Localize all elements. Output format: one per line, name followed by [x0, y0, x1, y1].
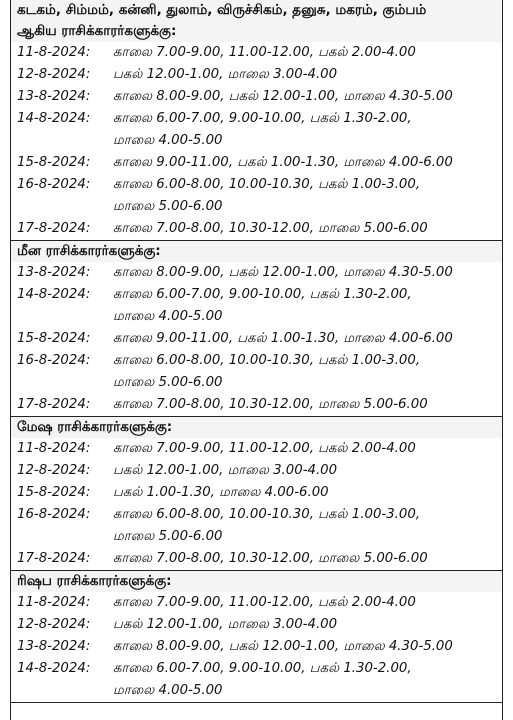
section-heading: கடகம், சிம்மம், கன்னி, துலாம், விருச்சிகம், தனுசு, மகரம், கும்பம்	[11, 0, 502, 21]
date-label: 12-8-2024:	[17, 617, 91, 632]
schedule-row	[11, 86, 502, 108]
time-slots: மாலை 4.00-5.00	[113, 683, 223, 698]
schedule-row	[11, 196, 502, 218]
date-label: 11-8-2024:	[17, 595, 91, 610]
time-slots: மாலை 4.00-5.00	[113, 309, 223, 324]
date-label	[11, 130, 113, 152]
schedule-row	[11, 218, 502, 240]
schedule-row	[11, 504, 502, 526]
time-slots: காலை 6.00-7.00, 9.00-10.00, பகல் 1.30-2.00,	[113, 287, 412, 302]
time-slots: காலை 9.00-11.00, பகல் 1.00-1.30, மாலை 4.00-6.00	[113, 155, 453, 170]
date-label: 16-8-2024:	[17, 177, 91, 192]
time-slots: காலை 8.00-9.00, பகல் 12.00-1.00, மாலை 4.30-5.00	[113, 265, 453, 280]
date-label: 14-8-2024:	[17, 661, 91, 676]
schedule-row	[11, 636, 502, 658]
time-slots: காலை 6.00-7.00, 9.00-10.00, பகல் 1.30-2.00,	[113, 111, 412, 126]
schedule-row	[11, 526, 502, 548]
schedule-row	[11, 350, 502, 372]
schedule-row	[11, 460, 502, 482]
time-slots: காலை 9.00-11.00, பகல் 1.00-1.30, மாலை 4.00-6.00	[113, 331, 453, 346]
time-slots: காலை 6.00-8.00, 10.00-10.30, பகல் 1.00-3.00,	[113, 353, 421, 368]
date-label: 14-8-2024:	[17, 111, 91, 126]
date-label: 15-8-2024:	[17, 155, 91, 170]
schedule-section	[11, 0, 502, 241]
time-slots: காலை 8.00-9.00, பகல் 12.00-1.00, மாலை 4.30-5.00	[113, 89, 453, 104]
date-label: 14-8-2024:	[17, 287, 91, 302]
date-label: 13-8-2024:	[17, 89, 91, 104]
date-label: 12-8-2024:	[17, 463, 91, 478]
date-label	[11, 306, 113, 328]
time-slots: காலை 7.00-9.00, 11.00-12.00, பகல் 2.00-4.00	[113, 441, 416, 456]
schedule-row	[11, 438, 502, 460]
date-label: 16-8-2024:	[17, 507, 91, 522]
date-label: 15-8-2024:	[17, 331, 91, 346]
time-slots: காலை 7.00-9.00, 11.00-12.00, பகல் 2.00-4.00	[113, 45, 416, 60]
time-slots: பகல் 12.00-1.00, மாலை 3.00-4.00	[113, 67, 338, 82]
time-slots: காலை 7.00-8.00, 10.30-12.00, மாலை 5.00-6.00	[113, 221, 428, 236]
date-label: 16-8-2024:	[17, 353, 91, 368]
schedule-row	[11, 592, 502, 614]
schedule-row	[11, 284, 502, 306]
date-label	[11, 196, 113, 218]
schedule-row	[11, 680, 502, 702]
time-slots: மாலை 5.00-6.00	[113, 529, 223, 544]
time-slots: மாலை 4.00-5.00	[113, 133, 223, 148]
time-slots: மாலை 5.00-6.00	[113, 199, 223, 214]
date-label: 17-8-2024:	[17, 397, 91, 412]
time-slots: மாலை 5.00-6.00	[113, 375, 223, 390]
time-slots: காலை 6.00-7.00, 9.00-10.00, பகல் 1.30-2.00,	[113, 661, 412, 676]
date-label	[11, 526, 113, 548]
time-slots: காலை 7.00-8.00, 10.30-12.00, மாலை 5.00-6.00	[113, 397, 428, 412]
time-slots: காலை 6.00-8.00, 10.00-10.30, பகல் 1.00-3.00,	[113, 507, 421, 522]
schedule-row	[11, 42, 502, 64]
date-label: 12-8-2024:	[17, 67, 91, 82]
date-label	[11, 680, 113, 702]
date-label	[11, 372, 113, 394]
schedule-row	[11, 174, 502, 196]
date-label: 17-8-2024:	[17, 551, 91, 566]
schedule-section	[11, 417, 502, 571]
time-slots: காலை 8.00-9.00, பகல் 12.00-1.00, மாலை 4.30-5.00	[113, 639, 453, 654]
time-slots: பகல் 1.00-1.30, மாலை 4.00-6.00	[113, 485, 329, 500]
date-label: 15-8-2024:	[17, 485, 91, 500]
schedule-row	[11, 614, 502, 636]
schedule-row	[11, 328, 502, 350]
section-heading: மேஷ ராசிக்காரர்களுக்கு:	[11, 417, 502, 438]
schedule-row	[11, 548, 502, 570]
schedule-row	[11, 108, 502, 130]
table-frame	[10, 0, 503, 720]
date-label: 13-8-2024:	[17, 639, 91, 654]
schedule-section	[11, 241, 502, 417]
date-label: 17-8-2024:	[17, 221, 91, 236]
time-slots: பகல் 12.00-1.00, மாலை 3.00-4.00	[113, 463, 338, 478]
date-label: 13-8-2024:	[17, 265, 91, 280]
schedule-row	[11, 306, 502, 328]
section-heading: மீன ராசிக்காரர்களுக்கு:	[11, 241, 502, 262]
schedule-row	[11, 394, 502, 416]
time-slots: காலை 7.00-9.00, 11.00-12.00, பகல் 2.00-4.00	[113, 595, 416, 610]
schedule-row	[11, 658, 502, 680]
schedule-row	[11, 64, 502, 86]
date-label: 11-8-2024:	[17, 441, 91, 456]
section-heading: ஆகிய ராசிக்காரர்களுக்கு:	[11, 21, 502, 42]
time-slots: பகல் 12.00-1.00, மாலை 3.00-4.00	[113, 617, 338, 632]
section-heading: ரிஷப ராசிக்காரர்களுக்கு:	[11, 571, 502, 592]
time-slots: காலை 7.00-8.00, 10.30-12.00, மாலை 5.00-6.00	[113, 551, 428, 566]
schedule-row	[11, 482, 502, 504]
schedule-row	[11, 152, 502, 174]
schedule-row	[11, 262, 502, 284]
schedule-row	[11, 130, 502, 152]
date-label: 11-8-2024:	[17, 45, 91, 60]
time-slots: காலை 6.00-8.00, 10.00-10.30, பகல் 1.00-3.00,	[113, 177, 421, 192]
schedule-section	[11, 571, 502, 703]
schedule-row	[11, 372, 502, 394]
